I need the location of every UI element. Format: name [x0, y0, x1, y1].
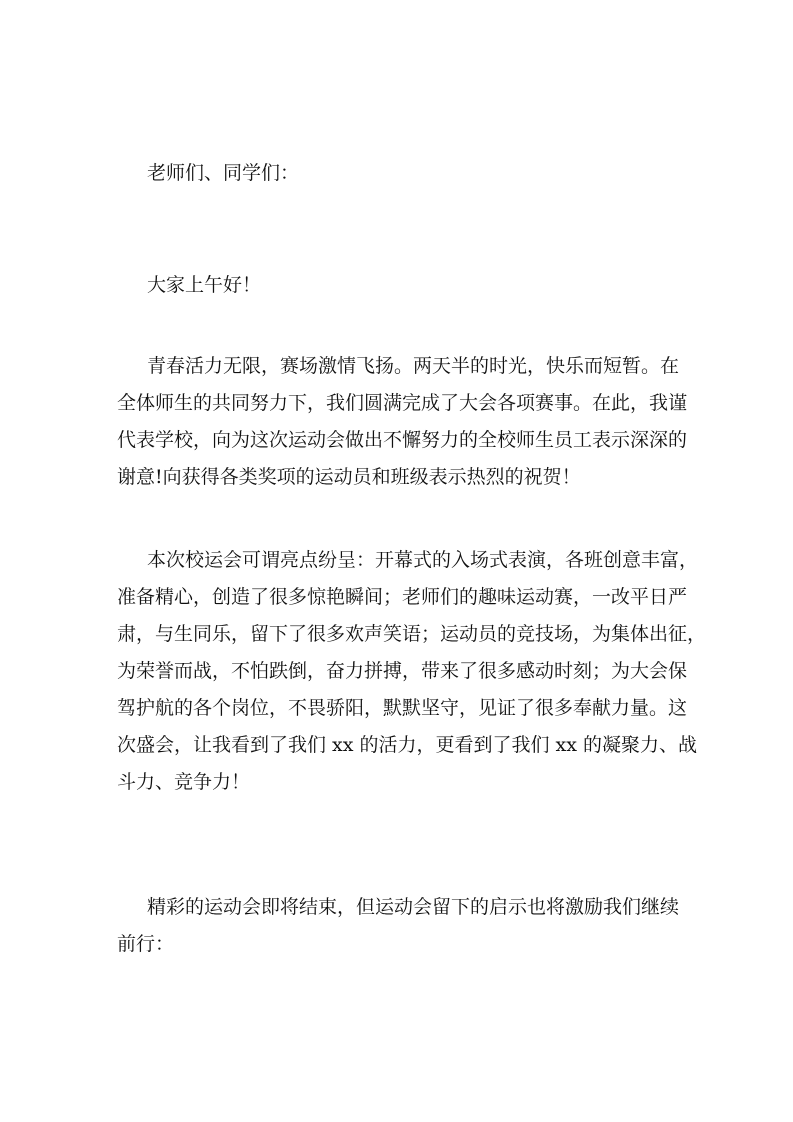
paragraph-line: 为荣誉而战，不怕跌倒，奋力拼搏，带来了很多感动时刻；为大会保 [117, 660, 688, 682]
paragraph-line: 准备精心，创造了很多惊艳瞬间；老师们的趣味运动赛，一改平日严 [117, 586, 688, 608]
paragraph-line: 全体师生的共同努力下，我们圆满完成了大会各项赛事。在此，我谨 [117, 392, 688, 414]
salutation: 老师们、同学们： [147, 162, 300, 184]
paragraph-line: 精彩的运动会即将结束，但运动会留下的启示也将激励我们继续 [147, 896, 680, 918]
paragraph-line: 次盛会，让我看到了我们 xx 的活力，更看到了我们 xx 的凝聚力、战 [117, 734, 698, 756]
paragraph-line: 本次校运会可谓亮点纷呈：开幕式的入场式表演，各班创意丰富， [147, 549, 699, 571]
paragraph-line: 斗力、竞争力！ [117, 771, 251, 793]
paragraph-line: 青春活力无限，赛场激情飞扬。两天半的时光，快乐而短暂。在 [147, 355, 680, 377]
greeting: 大家上午好！ [147, 274, 262, 296]
paragraph-line: 肃，与生同乐，留下了很多欢声笑语；运动员的竞技场，为集体出征， [117, 623, 707, 645]
paragraph-line: 前行： [117, 933, 175, 955]
paragraph-line: 谢意!向获得各类奖项的运动员和班级表示热烈的祝贺！ [117, 466, 581, 488]
paragraph-line: 代表学校，向为这次运动会做出不懈努力的全校师生员工表示深深的 [117, 429, 688, 451]
paragraph-line: 驾护航的各个岗位，不畏骄阳，默默坚守，见证了很多奉献力量。这 [117, 697, 688, 719]
